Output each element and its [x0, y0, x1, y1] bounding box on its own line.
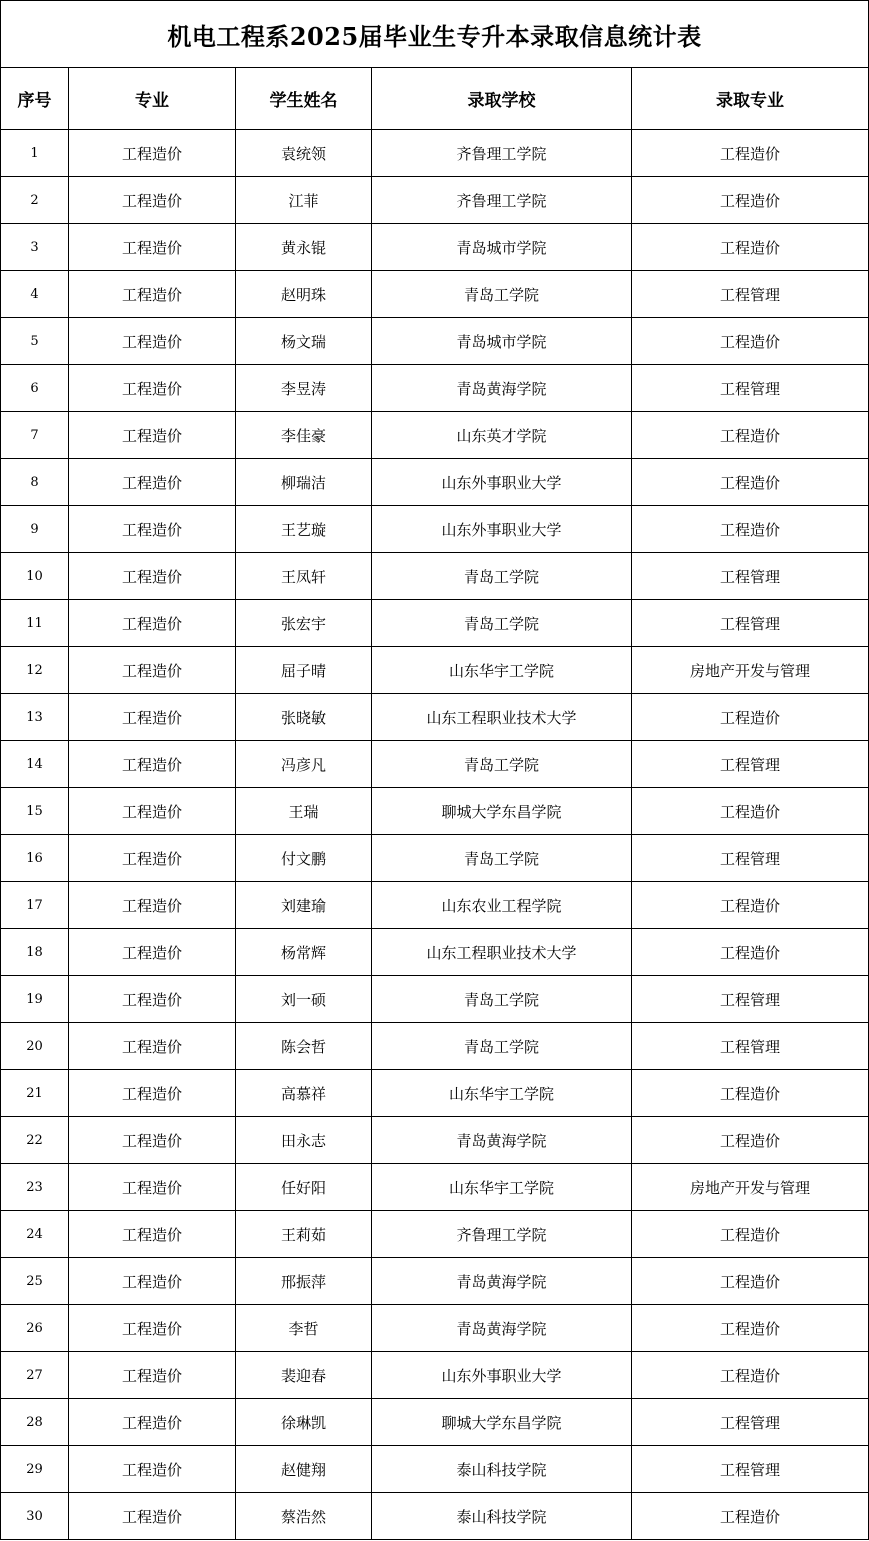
table-row [1, 459, 869, 506]
cell-student-name: 赵健翔 [236, 1446, 372, 1493]
cell-major: 工程造价 [69, 271, 236, 318]
cell-admitted-major: 工程管理 [632, 1446, 869, 1493]
cell-index: 14 [1, 741, 69, 788]
cell-major: 工程造价 [69, 1164, 236, 1211]
cell-major: 工程造价 [69, 177, 236, 224]
cell-major: 工程造价 [69, 1070, 236, 1117]
table-row [1, 365, 869, 412]
table-row [1, 647, 869, 694]
cell-admitted-school: 青岛黄海学院 [372, 1258, 632, 1305]
cell-student-name: 田永志 [236, 1117, 372, 1164]
title-bar [0, 0, 869, 67]
cell-admitted-school: 青岛工学院 [372, 600, 632, 647]
cell-index: 11 [1, 600, 69, 647]
cell-index: 15 [1, 788, 69, 835]
cell-major: 工程造价 [69, 929, 236, 976]
table-row [1, 224, 869, 271]
document-title: 机电工程系2025届毕业生专升本录取信息统计表 [167, 21, 702, 51]
cell-index: 5 [1, 318, 69, 365]
cell-admitted-major: 工程造价 [632, 224, 869, 271]
cell-major: 工程造价 [69, 694, 236, 741]
cell-index: 13 [1, 694, 69, 741]
cell-admitted-major: 工程造价 [632, 459, 869, 506]
cell-index: 6 [1, 365, 69, 412]
cell-student-name: 刘一硕 [236, 976, 372, 1023]
cell-index: 1 [1, 130, 69, 177]
cell-index: 10 [1, 553, 69, 600]
cell-admitted-major: 工程管理 [632, 976, 869, 1023]
cell-admitted-major: 工程造价 [632, 318, 869, 365]
cell-index: 2 [1, 177, 69, 224]
cell-admitted-school: 青岛城市学院 [372, 318, 632, 365]
cell-student-name: 屈子晴 [236, 647, 372, 694]
cell-admitted-major: 工程造价 [632, 788, 869, 835]
table-row [1, 788, 869, 835]
cell-admitted-school: 山东工程职业技术大学 [372, 929, 632, 976]
cell-index: 16 [1, 835, 69, 882]
cell-major: 工程造价 [69, 1493, 236, 1540]
cell-admitted-major: 工程造价 [632, 1493, 869, 1540]
cell-admitted-major: 工程造价 [632, 130, 869, 177]
cell-student-name: 刘建瑜 [236, 882, 372, 929]
cell-admitted-school: 泰山科技学院 [372, 1493, 632, 1540]
cell-admitted-school: 山东英才学院 [372, 412, 632, 459]
table-row [1, 177, 869, 224]
table-row [1, 1352, 869, 1399]
cell-index: 26 [1, 1305, 69, 1352]
cell-admitted-school: 青岛工学院 [372, 553, 632, 600]
table-row [1, 318, 869, 365]
table-row [1, 1211, 869, 1258]
cell-student-name: 杨文瑞 [236, 318, 372, 365]
cell-admitted-school: 齐鲁理工学院 [372, 1211, 632, 1258]
table-row [1, 1117, 869, 1164]
table-row [1, 835, 869, 882]
cell-index: 9 [1, 506, 69, 553]
cell-admitted-major: 工程管理 [632, 553, 869, 600]
cell-admitted-major: 工程造价 [632, 412, 869, 459]
cell-student-name: 王瑞 [236, 788, 372, 835]
cell-student-name: 高慕祥 [236, 1070, 372, 1117]
cell-student-name: 王莉茹 [236, 1211, 372, 1258]
cell-admitted-school: 青岛工学院 [372, 835, 632, 882]
cell-major: 工程造价 [69, 600, 236, 647]
table-row [1, 506, 869, 553]
cell-admitted-major: 工程造价 [632, 1305, 869, 1352]
cell-student-name: 袁统领 [236, 130, 372, 177]
cell-admitted-school: 青岛工学院 [372, 271, 632, 318]
admission-table [0, 67, 869, 1540]
table-row [1, 1023, 869, 1070]
cell-student-name: 王凤轩 [236, 553, 372, 600]
cell-admitted-school: 山东华宇工学院 [372, 1164, 632, 1211]
cell-admitted-major: 工程造价 [632, 1352, 869, 1399]
cell-admitted-school: 青岛黄海学院 [372, 1305, 632, 1352]
cell-major: 工程造价 [69, 1258, 236, 1305]
cell-index: 24 [1, 1211, 69, 1258]
header-index: 序号 [1, 68, 69, 130]
cell-major: 工程造价 [69, 506, 236, 553]
cell-index: 8 [1, 459, 69, 506]
cell-student-name: 李昱涛 [236, 365, 372, 412]
cell-admitted-school: 青岛黄海学院 [372, 365, 632, 412]
table-row [1, 882, 869, 929]
cell-student-name: 李哲 [236, 1305, 372, 1352]
cell-major: 工程造价 [69, 1211, 236, 1258]
cell-student-name: 冯彦凡 [236, 741, 372, 788]
cell-admitted-major: 工程管理 [632, 271, 869, 318]
cell-admitted-major: 工程造价 [632, 882, 869, 929]
header-admitted-major: 录取专业 [632, 68, 869, 130]
header-admitted-school: 录取学校 [372, 68, 632, 130]
cell-admitted-major: 房地产开发与管理 [632, 1164, 869, 1211]
cell-admitted-school: 齐鲁理工学院 [372, 177, 632, 224]
cell-admitted-major: 工程造价 [632, 929, 869, 976]
cell-index: 22 [1, 1117, 69, 1164]
cell-admitted-major: 房地产开发与管理 [632, 647, 869, 694]
table-row [1, 741, 869, 788]
cell-admitted-major: 工程管理 [632, 741, 869, 788]
cell-student-name: 赵明珠 [236, 271, 372, 318]
cell-admitted-school: 青岛工学院 [372, 741, 632, 788]
cell-student-name: 徐琳凯 [236, 1399, 372, 1446]
cell-admitted-major: 工程造价 [632, 1258, 869, 1305]
cell-major: 工程造价 [69, 1399, 236, 1446]
cell-major: 工程造价 [69, 459, 236, 506]
cell-student-name: 李佳豪 [236, 412, 372, 459]
table-row [1, 1164, 869, 1211]
cell-index: 21 [1, 1070, 69, 1117]
cell-major: 工程造价 [69, 1305, 236, 1352]
cell-student-name: 任好阳 [236, 1164, 372, 1211]
cell-student-name: 杨常辉 [236, 929, 372, 976]
cell-index: 12 [1, 647, 69, 694]
cell-admitted-major: 工程造价 [632, 1211, 869, 1258]
cell-major: 工程造价 [69, 882, 236, 929]
cell-admitted-school: 山东外事职业大学 [372, 506, 632, 553]
cell-major: 工程造价 [69, 741, 236, 788]
cell-major: 工程造价 [69, 365, 236, 412]
cell-admitted-school: 聊城大学东昌学院 [372, 788, 632, 835]
cell-admitted-major: 工程管理 [632, 835, 869, 882]
cell-student-name: 陈会哲 [236, 1023, 372, 1070]
cell-index: 3 [1, 224, 69, 271]
cell-index: 17 [1, 882, 69, 929]
cell-index: 25 [1, 1258, 69, 1305]
cell-student-name: 黄永锟 [236, 224, 372, 271]
cell-index: 29 [1, 1446, 69, 1493]
table-row [1, 976, 869, 1023]
cell-major: 工程造价 [69, 412, 236, 459]
cell-major: 工程造价 [69, 1023, 236, 1070]
table-row [1, 130, 869, 177]
table-row [1, 600, 869, 647]
cell-index: 20 [1, 1023, 69, 1070]
cell-admitted-school: 齐鲁理工学院 [372, 130, 632, 177]
cell-major: 工程造价 [69, 788, 236, 835]
cell-student-name: 张宏宇 [236, 600, 372, 647]
cell-index: 27 [1, 1352, 69, 1399]
table-row [1, 1399, 869, 1446]
cell-student-name: 王艺璇 [236, 506, 372, 553]
table-row [1, 694, 869, 741]
cell-index: 23 [1, 1164, 69, 1211]
cell-index: 28 [1, 1399, 69, 1446]
cell-student-name: 邢振萍 [236, 1258, 372, 1305]
cell-index: 18 [1, 929, 69, 976]
header-major: 专业 [69, 68, 236, 130]
cell-admitted-school: 青岛工学院 [372, 1023, 632, 1070]
header-student-name: 学生姓名 [236, 68, 372, 130]
table-row [1, 1493, 869, 1540]
cell-student-name: 裴迎春 [236, 1352, 372, 1399]
cell-admitted-school: 青岛工学院 [372, 976, 632, 1023]
cell-student-name: 柳瑞洁 [236, 459, 372, 506]
table-row [1, 1070, 869, 1117]
cell-major: 工程造价 [69, 318, 236, 365]
cell-student-name: 付文鹏 [236, 835, 372, 882]
cell-admitted-school: 山东农业工程学院 [372, 882, 632, 929]
table-row [1, 1305, 869, 1352]
cell-major: 工程造价 [69, 553, 236, 600]
cell-major: 工程造价 [69, 224, 236, 271]
cell-admitted-school: 青岛城市学院 [372, 224, 632, 271]
cell-admitted-major: 工程管理 [632, 1399, 869, 1446]
cell-admitted-major: 工程造价 [632, 694, 869, 741]
table-row [1, 553, 869, 600]
table-row [1, 1258, 869, 1305]
cell-admitted-major: 工程管理 [632, 365, 869, 412]
cell-admitted-major: 工程造价 [632, 1070, 869, 1117]
cell-index: 4 [1, 271, 69, 318]
cell-major: 工程造价 [69, 1446, 236, 1493]
cell-admitted-school: 泰山科技学院 [372, 1446, 632, 1493]
cell-major: 工程造价 [69, 130, 236, 177]
cell-admitted-major: 工程管理 [632, 600, 869, 647]
cell-student-name: 蔡浩然 [236, 1493, 372, 1540]
cell-major: 工程造价 [69, 1117, 236, 1164]
cell-admitted-major: 工程造价 [632, 177, 869, 224]
table-row [1, 412, 869, 459]
cell-admitted-school: 山东外事职业大学 [372, 459, 632, 506]
cell-admitted-school: 山东华宇工学院 [372, 647, 632, 694]
cell-admitted-school: 山东华宇工学院 [372, 1070, 632, 1117]
cell-admitted-school: 山东外事职业大学 [372, 1352, 632, 1399]
cell-major: 工程造价 [69, 1352, 236, 1399]
table-row [1, 1446, 869, 1493]
cell-student-name: 江菲 [236, 177, 372, 224]
cell-index: 19 [1, 976, 69, 1023]
cell-admitted-school: 聊城大学东昌学院 [372, 1399, 632, 1446]
cell-admitted-major: 工程管理 [632, 1023, 869, 1070]
cell-major: 工程造价 [69, 835, 236, 882]
table-header-row [1, 68, 869, 130]
cell-student-name: 张晓敏 [236, 694, 372, 741]
cell-admitted-major: 工程造价 [632, 1117, 869, 1164]
table-row [1, 271, 869, 318]
cell-major: 工程造价 [69, 647, 236, 694]
cell-admitted-major: 工程造价 [632, 506, 869, 553]
cell-index: 30 [1, 1493, 69, 1540]
table-row [1, 929, 869, 976]
cell-admitted-school: 青岛黄海学院 [372, 1117, 632, 1164]
cell-major: 工程造价 [69, 976, 236, 1023]
cell-admitted-school: 山东工程职业技术大学 [372, 694, 632, 741]
cell-index: 7 [1, 412, 69, 459]
table-body [1, 130, 869, 1540]
